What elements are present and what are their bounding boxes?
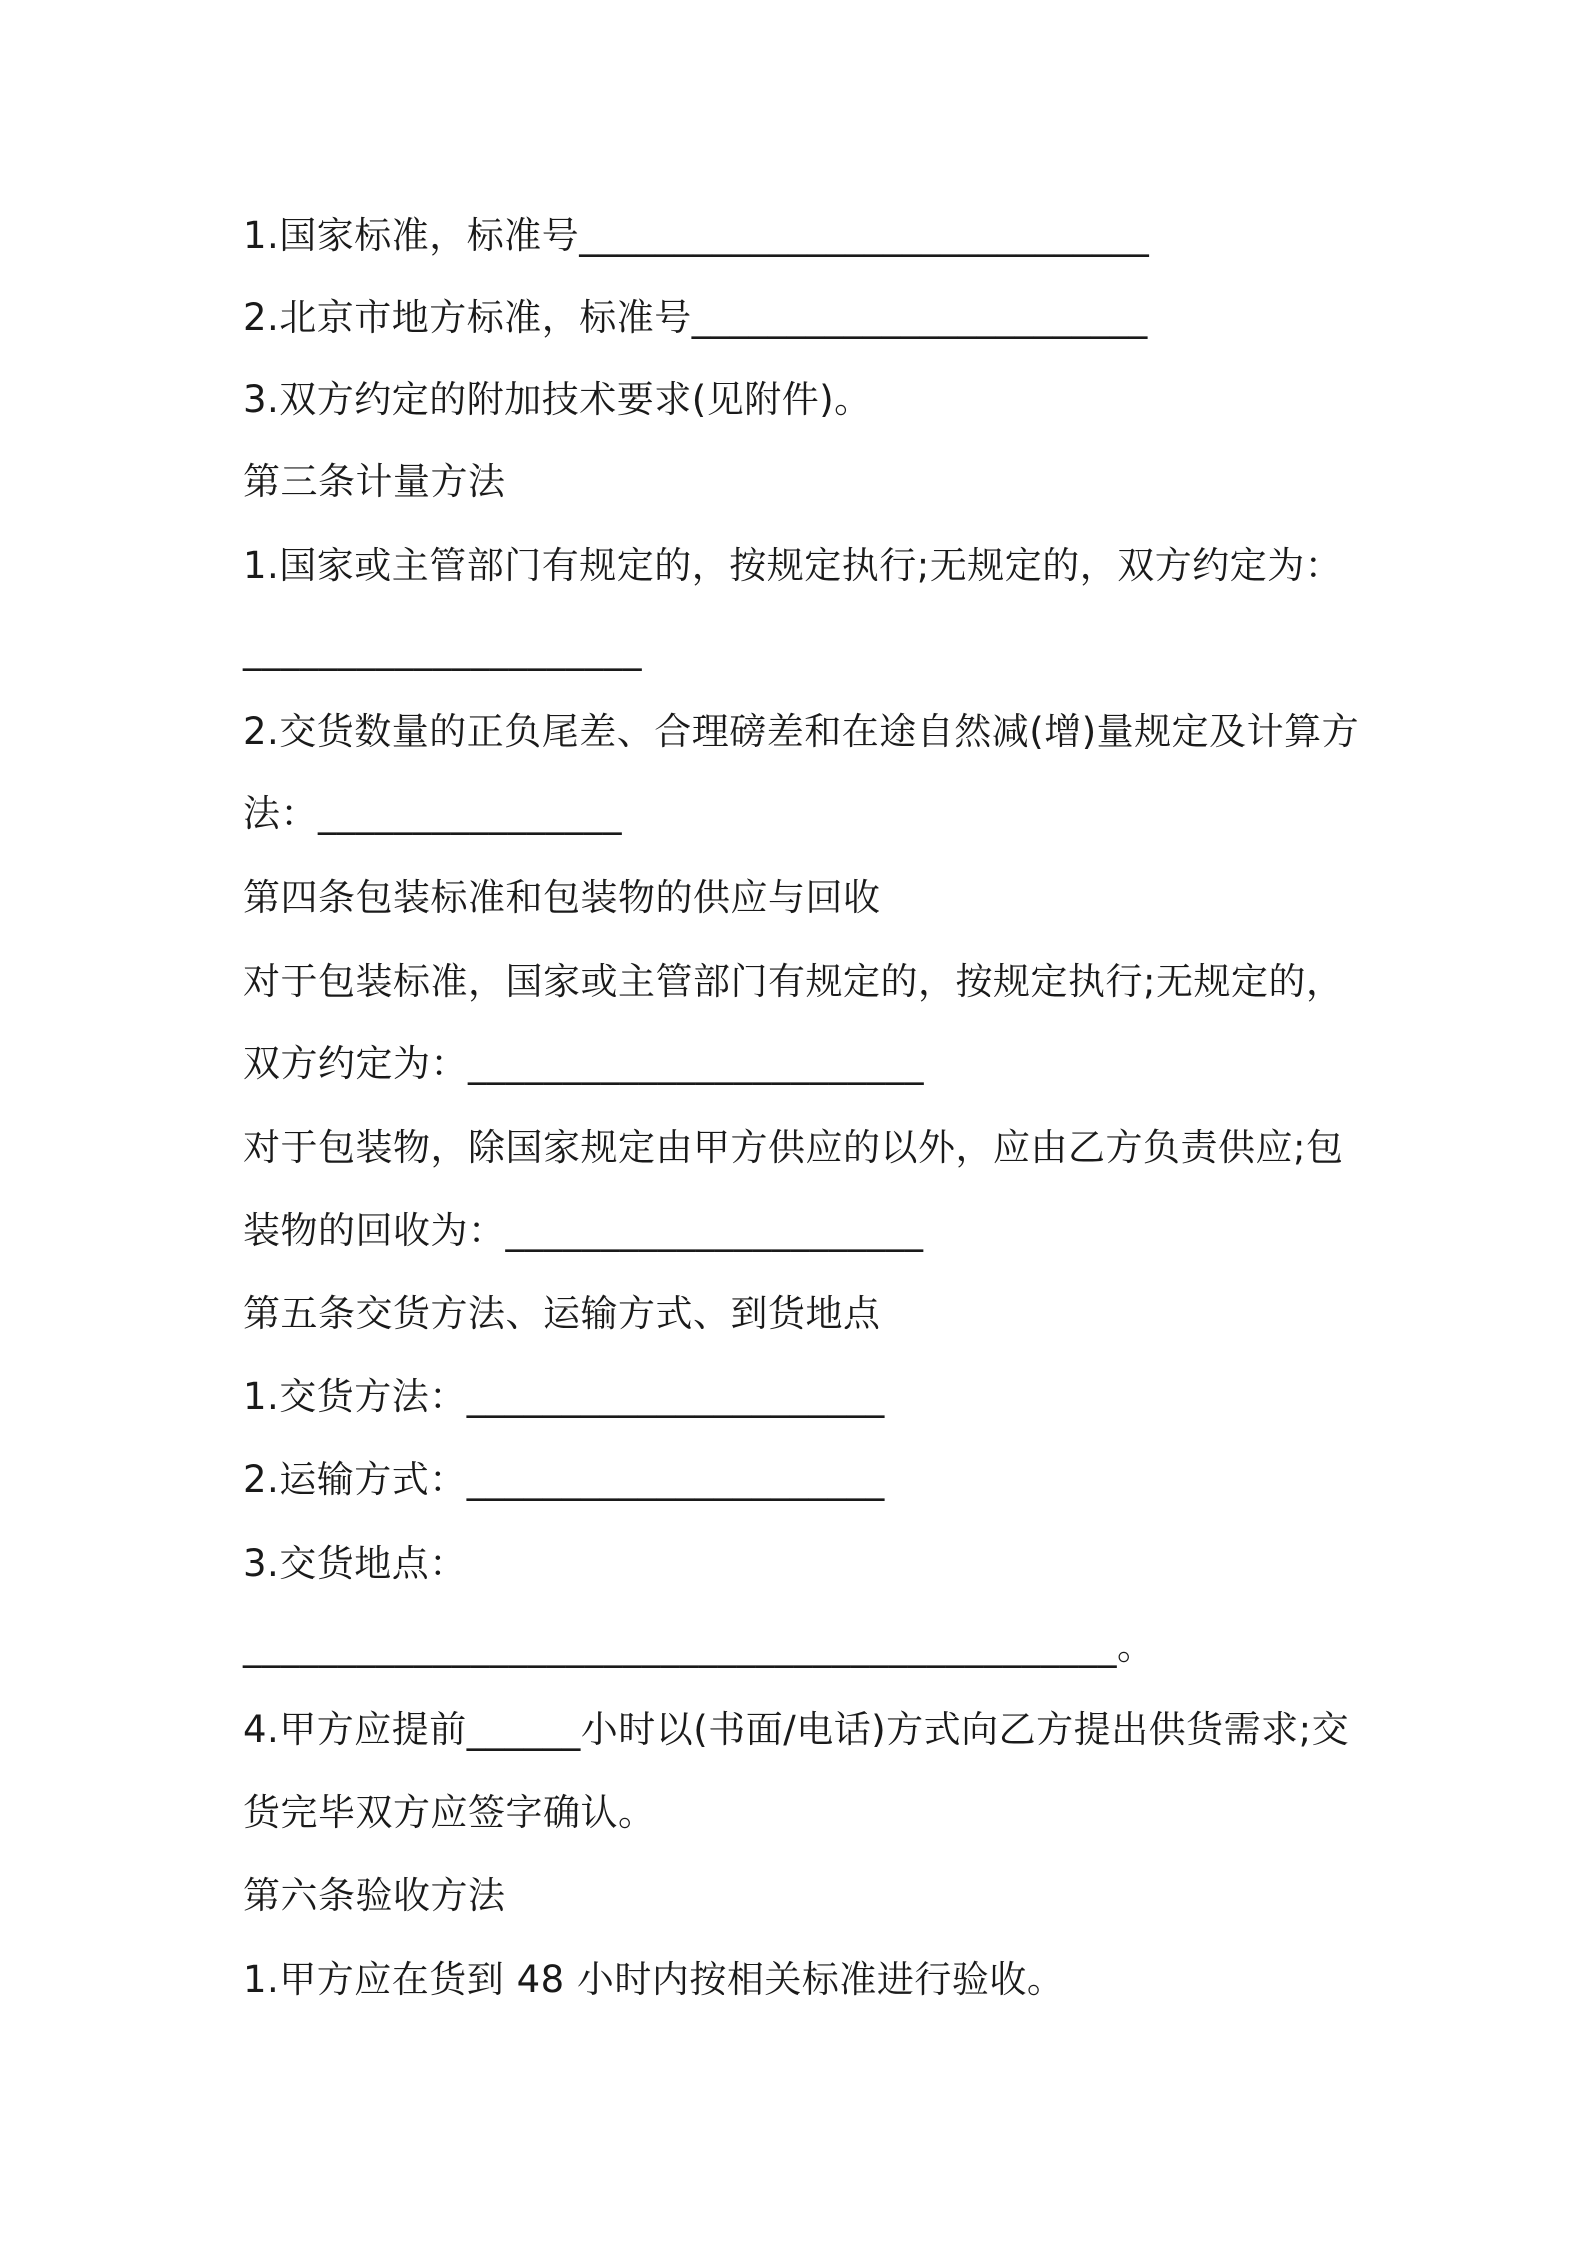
measurement-item-2-cont: 法：________________ xyxy=(243,792,622,835)
standard-national-line: 1.国家标准，标准号______________________________ xyxy=(243,214,1150,257)
measurement-item-1: 1.国家或主管部门有规定的，按规定执行;无规定的，双方约定为： xyxy=(243,544,1343,587)
inspection-item-1: 1.甲方应在货到 48 小时内按相关标准进行验收。 xyxy=(243,1958,1065,2001)
transport-method-line: 2.运输方式：______________________ xyxy=(243,1458,885,1501)
measurement-item-2: 2.交货数量的正负尾差、合理磅差和在途自然减(增)量规定及计算方 xyxy=(243,710,1360,753)
article-4-heading: 第四条包装标准和包装物的供应与回收 xyxy=(243,876,881,919)
delivery-location-line: 3.交货地点： xyxy=(243,1542,467,1585)
packaging-material-cont: 装物的回收为：______________________ xyxy=(243,1209,924,1252)
article-5-heading: 第五条交货方法、运输方式、到货地点 xyxy=(243,1292,881,1335)
packaging-standard-line: 对于包装标准，国家或主管部门有规定的，按规定执行;无规定的， xyxy=(243,960,1344,1003)
delivery-method-line: 1.交货方法：______________________ xyxy=(243,1375,885,1418)
supply-request-cont: 货完毕双方应签字确认。 xyxy=(243,1791,656,1834)
measurement-item-1-blank: _____________________ xyxy=(243,628,642,671)
article-6-heading: 第六条验收方法 xyxy=(243,1874,506,1917)
delivery-location-blank: ______________________________________________。 xyxy=(243,1625,1155,1668)
article-3-heading: 第三条计量方法 xyxy=(243,460,506,503)
packaging-material-line: 对于包装物，除国家规定由甲方供应的以外，应由乙方负责供应;包 xyxy=(243,1126,1344,1169)
standard-beijing-line: 2.北京市地方标准，标准号________________________ xyxy=(243,296,1148,339)
supply-request-line: 4.甲方应提前______小时以(书面/电话)方式向乙方提出供货需求;交 xyxy=(243,1708,1350,1751)
packaging-standard-cont: 双方约定为：________________________ xyxy=(243,1042,924,1085)
standard-additional-line: 3.双方约定的附加技术要求(见附件)。 xyxy=(243,378,872,421)
